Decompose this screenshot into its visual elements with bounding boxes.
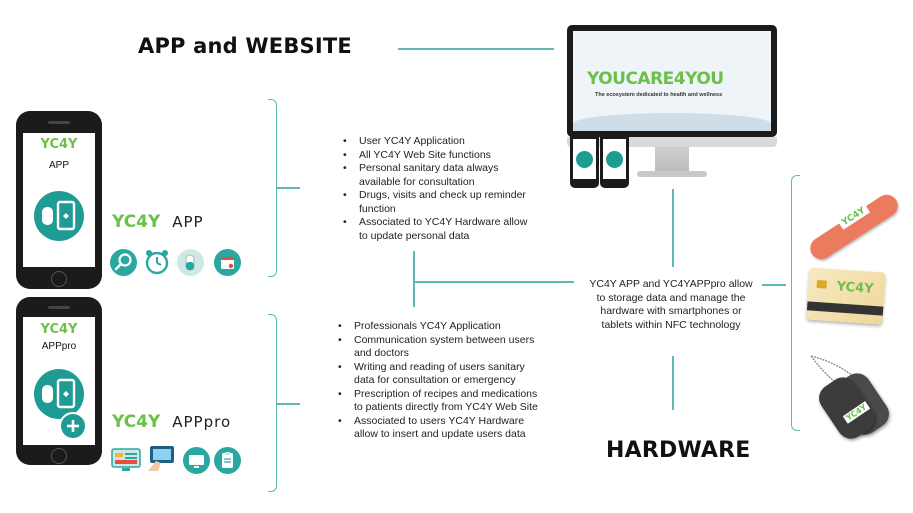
app-feature-item: • User YC4Y Application [341, 135, 531, 149]
logo-text: YC4Y [40, 137, 78, 152]
phone-app-logo [23, 137, 95, 152]
phone-speaker [48, 121, 70, 124]
hardware-note: YC4Y APP and YC4YAPPpro allow to storage data and manage the hardware with smartphones or tablets within NFC technology [589, 278, 753, 331]
side-logo-app [112, 212, 204, 232]
bracket-hardware [791, 175, 800, 431]
pro-feature-item: • Professionals YC4Y Application [336, 320, 541, 334]
nfc-icon [34, 191, 84, 241]
phone-speaker [48, 306, 70, 309]
small-phone-left [570, 132, 599, 188]
phone-app-screen-label: APP [48, 160, 69, 171]
card-logo: YC4Y [836, 279, 875, 297]
bottom-wave [573, 113, 771, 131]
side-logo-pro [112, 412, 231, 432]
pro-feature-item: • Communication system between users and doctors [336, 334, 541, 361]
tablet-hand-icon [146, 443, 178, 473]
monitor-base [637, 171, 707, 177]
side-label-app: APP [172, 213, 204, 231]
monitor-tagline: The ecosystem dedicated to health and wellness [595, 92, 723, 98]
connector-bracket-app [276, 187, 300, 189]
app-feature-item: • Drugs, visits and check up reminder function [341, 189, 531, 216]
side-label-pro: APPpro [172, 413, 232, 431]
app-feature-item: • Associated to YC4Y Hardware allow to update personal data [341, 216, 531, 243]
connector-note-to-heading [672, 356, 674, 410]
logo-text: YC4Y [40, 322, 78, 337]
alarm-clock-icon [142, 247, 172, 277]
card-chip [816, 280, 827, 289]
phone-pro-screen-label: APPpro [41, 341, 77, 352]
clipboard-icon [214, 447, 241, 474]
connector-lists-vertical [413, 251, 415, 307]
nfc-icon [576, 151, 593, 168]
phone-screen [23, 133, 95, 267]
logo-text: YC4Y [112, 412, 161, 432]
nfc-dog-tags [805, 352, 900, 442]
connector-bracket-pro [276, 403, 300, 405]
card-stripe [807, 301, 883, 315]
bracelet-band [806, 191, 902, 264]
phone-home-button [51, 271, 67, 287]
nfc-bracelet [800, 200, 905, 250]
app-feature-list [341, 135, 531, 243]
small-phone-screen [603, 139, 626, 179]
phone-home-button [51, 448, 67, 464]
monitor-icon [183, 447, 210, 474]
nfc-card [806, 267, 885, 324]
phone-screen [23, 317, 95, 445]
bracelet-logo: YC4Y [838, 204, 870, 230]
pro-feature-item: • Associated to users YC4Y Hardware allow to insert and update users data [336, 415, 541, 442]
plus-icon [59, 412, 87, 440]
tag-logo: YC4Y [844, 402, 869, 423]
nfc-icon [606, 151, 623, 168]
heading-hardware: HARDWARE [606, 438, 751, 463]
phone-pro [16, 297, 102, 465]
connector-monitor-to-note [672, 189, 674, 267]
small-phone-right [600, 132, 629, 188]
connector-note-to-hardware [762, 284, 786, 286]
monitor-screen [573, 31, 771, 131]
app-feature-item: • Personal sanitary data always available for consultation [341, 162, 531, 189]
search-icon [110, 249, 137, 276]
small-phone-screen [573, 139, 596, 179]
pro-feature-item: • Prescription of recipes and medications to patients directly from YC4Y Web Site [336, 388, 541, 415]
phone-app [16, 111, 102, 289]
app-feature-item: • All YC4Y Web Site functions [341, 149, 531, 163]
pill-icon [177, 249, 204, 276]
logo-text: YC4Y [112, 212, 161, 232]
monitor-neck [655, 147, 689, 171]
pro-feature-list [336, 320, 541, 442]
connector-title-monitor [398, 48, 554, 50]
connector-lists-to-note [414, 281, 574, 283]
phone-pro-logo [23, 322, 95, 337]
dashboard-icon [111, 447, 141, 473]
calendar-icon [214, 249, 241, 276]
heading-app-website: APP and WEBSITE [138, 34, 352, 58]
pro-feature-item: • Writing and reading of users sanitary data for consultation or emergency [336, 361, 541, 388]
monitor-brand: YOUCARE4YOU [587, 69, 724, 89]
